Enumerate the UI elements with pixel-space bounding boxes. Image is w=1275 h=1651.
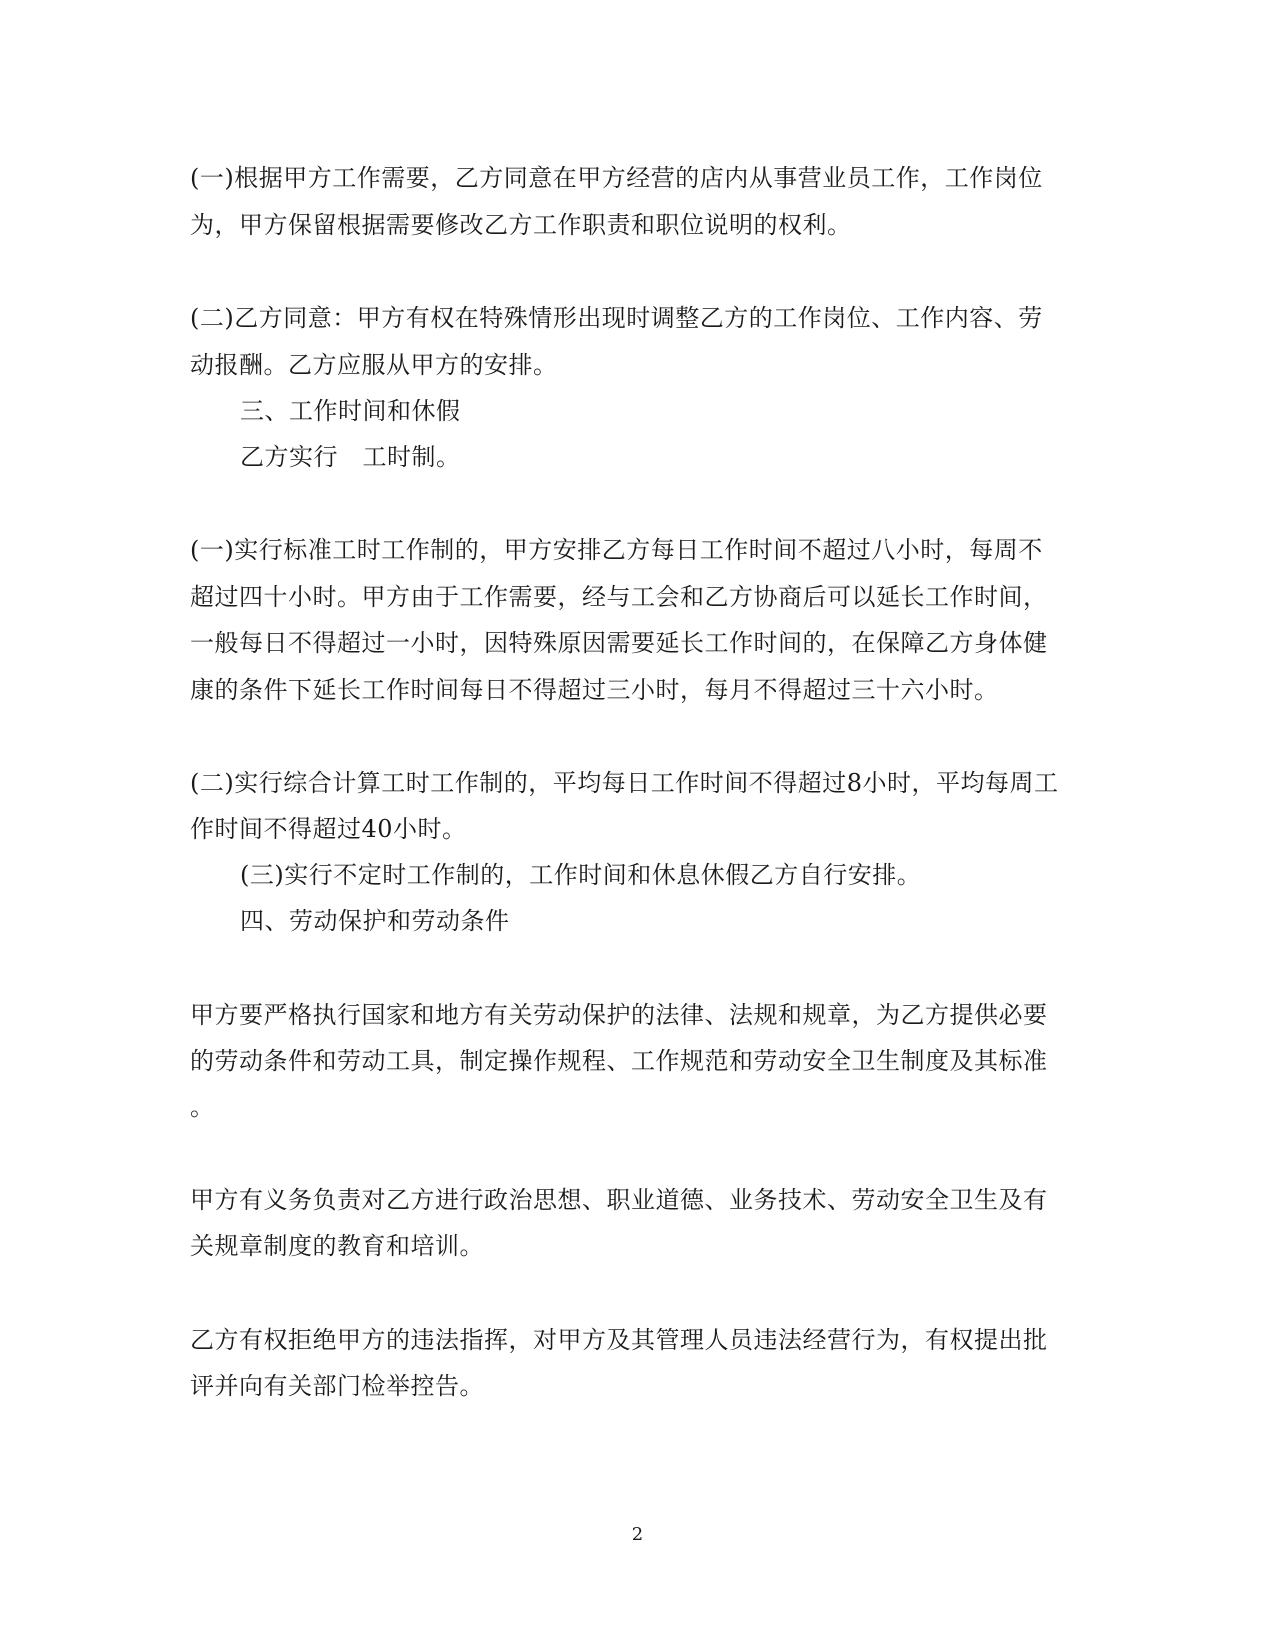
- text-line: 的劳动条件和劳动工具，制定操作规程、工作规范和劳动安全卫生制度及其标准: [190, 1047, 1048, 1075]
- text-line: 动报酬。乙方应服从甲方的安排。: [190, 351, 558, 379]
- page-number: 2: [631, 1524, 644, 1545]
- text-line: 评并向有关部门检举控告。: [190, 1372, 484, 1400]
- text-line: (二)实行综合计算工时工作制的，平均每日工作时间不得超过8小时，平均每周工: [190, 769, 1059, 797]
- text-line: (一)实行标准工时工作制的，甲方安排乙方每日工作时间不超过八小时，每周不: [190, 536, 1043, 564]
- text-line: 为，甲方保留根据需要修改乙方工作职责和职位说明的权利。: [190, 211, 852, 239]
- text-line: 。: [190, 1093, 215, 1121]
- text-line: 作时间不得超过40小时。: [190, 815, 467, 843]
- text-line: 乙方实行 工时制。: [240, 443, 461, 471]
- text-line: 康的条件下延长工作时间每日不得超过三小时，每月不得超过三十六小时。: [190, 676, 999, 704]
- text-line: 甲方要严格执行国家和地方有关劳动保护的法律、法规和规章，为乙方提供必要: [190, 1001, 1048, 1029]
- text-line: 超过四十小时。甲方由于工作需要，经与工会和乙方协商后可以延长工作时间，: [190, 583, 1048, 611]
- text-line: (二)乙方同意：甲方有权在特殊情形出现时调整乙方的工作岗位、工作内容、劳: [190, 304, 1043, 332]
- text-line: 乙方有权拒绝甲方的违法指挥，对甲方及其管理人员违法经营行为，有权提出批: [190, 1326, 1048, 1354]
- text-line: (一)根据甲方工作需要，乙方同意在甲方经营的店内从事营业员工作，工作岗位: [190, 164, 1043, 192]
- text-line: 关规章制度的教育和培训。: [190, 1232, 484, 1260]
- text-line: (三)实行不定时工作制的，工作时间和休息休假乙方自行安排。: [240, 861, 922, 889]
- text-line: 甲方有义务负责对乙方进行政治思想、职业道德、业务技术、劳动安全卫生及有: [190, 1186, 1048, 1214]
- section-heading: 四、劳动保护和劳动条件: [240, 907, 510, 935]
- section-heading: 三、工作时间和休假: [240, 397, 461, 425]
- text-line: 一般每日不得超过一小时，因特殊原因需要延长工作时间的，在保障乙方身体健: [190, 629, 1048, 657]
